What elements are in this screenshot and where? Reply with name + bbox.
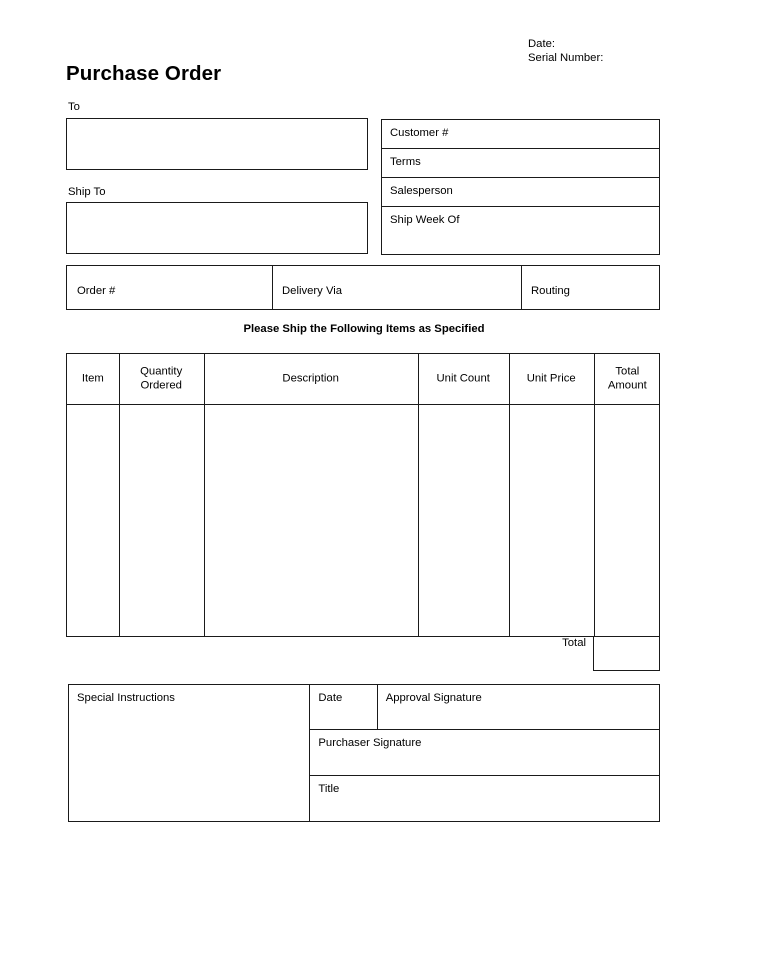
column-header-description-text: Description	[282, 372, 339, 385]
column-header-total-amount	[594, 354, 661, 404]
routing-label: Routing	[531, 285, 570, 297]
column-header-description	[204, 354, 418, 404]
total-label: Total	[562, 637, 586, 649]
total-amount-field[interactable]	[593, 636, 661, 671]
order-row-divider-1	[272, 266, 273, 309]
customer-number-row[interactable]	[381, 119, 660, 149]
column-header-quantity-line1: Quantity	[140, 365, 183, 378]
column-header-total-line1: Total	[615, 365, 640, 378]
body-divider-4	[509, 405, 510, 636]
date-label: Date:	[528, 38, 556, 50]
order-number-label: Order #	[77, 285, 116, 297]
order-row-divider-2	[521, 266, 522, 309]
column-header-unit-count-text: Unit Count	[436, 372, 490, 385]
column-header-unit-price-text: Unit Price	[526, 372, 576, 385]
column-header-quantity-line2: Ordered	[140, 379, 182, 391]
items-table-body[interactable]	[66, 404, 660, 637]
purchaser-signature-field[interactable]	[309, 729, 660, 776]
column-header-unit-count	[418, 354, 509, 404]
column-header-quantity-ordered	[119, 354, 204, 404]
items-table-caption: Please Ship the Following Items as Specified	[243, 323, 485, 335]
order-info-row	[66, 265, 660, 310]
ship-to-address-field[interactable]	[66, 202, 368, 254]
serial-number-label: Serial Number:	[528, 52, 604, 64]
page-title: Purchase Order	[66, 62, 222, 85]
approval-signature-field[interactable]	[377, 684, 661, 730]
column-header-total-line2: Amount	[607, 379, 647, 391]
customer-number-label: Customer #	[390, 127, 449, 139]
column-header-unit-price	[509, 354, 594, 404]
ship-to-label: Ship To	[68, 186, 106, 198]
purchaser-signature-label: Purchaser Signature	[318, 737, 422, 749]
footer-date-label: Date	[318, 692, 343, 704]
special-instructions-field[interactable]	[68, 684, 311, 822]
column-header-item-text: Item	[81, 372, 104, 385]
items-table-header	[66, 353, 660, 405]
salesperson-label: Salesperson	[390, 185, 453, 197]
approval-signature-label: Approval Signature	[385, 692, 482, 704]
terms-label: Terms	[390, 156, 421, 168]
footer-title-field[interactable]	[309, 775, 660, 822]
delivery-via-label: Delivery Via	[282, 285, 343, 297]
body-divider-5	[594, 405, 595, 636]
special-instructions-label: Special Instructions	[77, 692, 175, 704]
column-header-item	[67, 354, 119, 404]
footer-date-field[interactable]	[309, 684, 378, 730]
body-divider-2	[204, 405, 205, 636]
salesperson-row[interactable]	[381, 177, 660, 207]
ship-week-of-label: Ship Week Of	[390, 214, 460, 226]
footer-title-label: Title	[318, 783, 340, 795]
body-divider-1	[119, 405, 120, 636]
to-label: To	[68, 101, 80, 113]
terms-row[interactable]	[381, 148, 660, 178]
ship-week-of-row[interactable]	[381, 206, 660, 255]
to-address-field[interactable]	[66, 118, 368, 170]
body-divider-3	[418, 405, 419, 636]
